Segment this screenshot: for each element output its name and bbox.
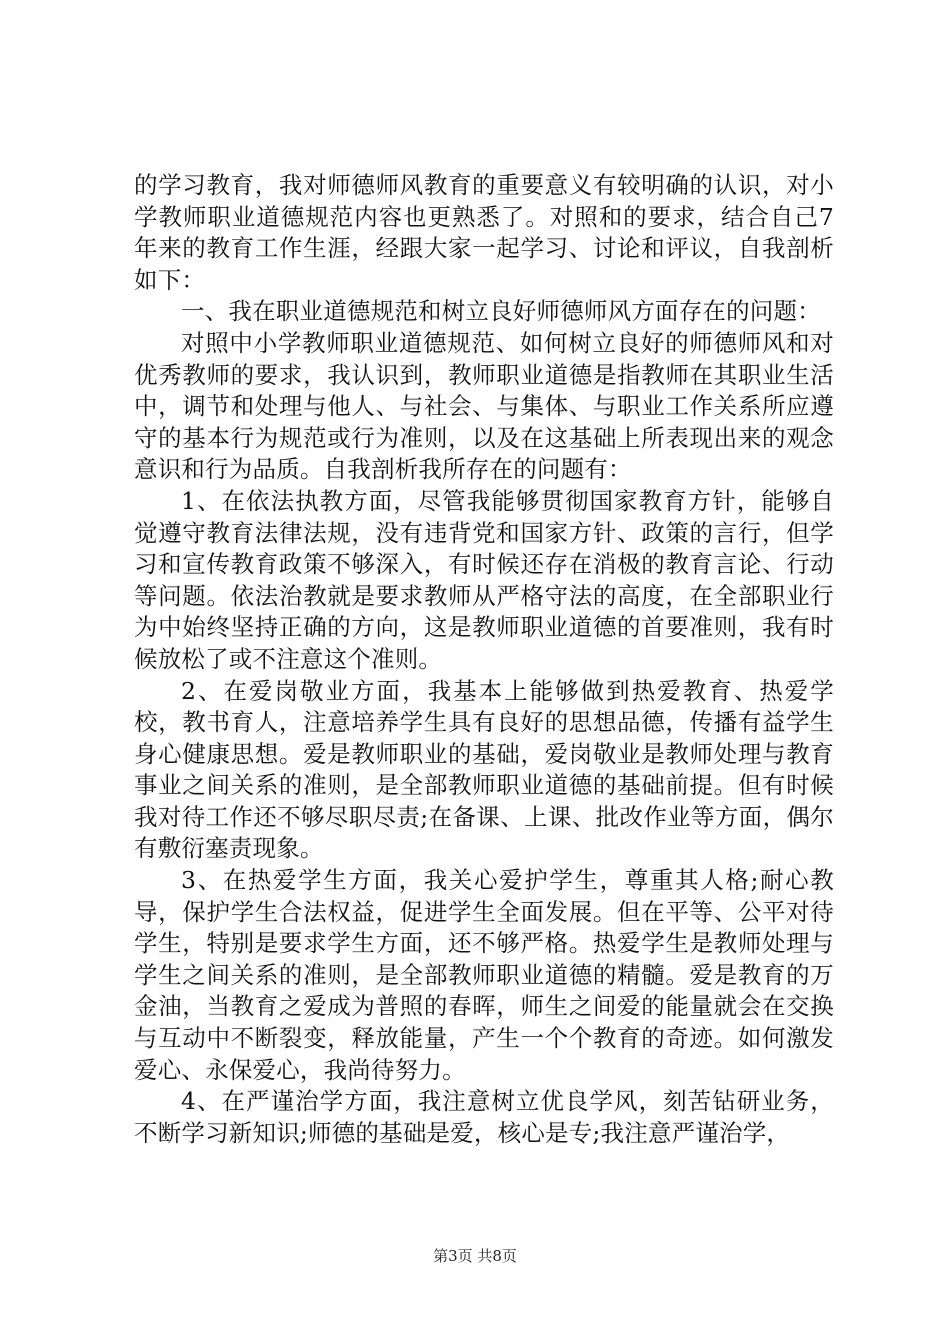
paragraph-4: 1、在依法执教方面，尽管我能够贯彻国家教育方针，能够自觉遵守教育法律法规，没有违背党和国家方针、政策的言行，但学习和宣传教育政策不够深入，有时候还存在消极的教育言论、行动等问题。依法治教就是要求教师从严格守法的高度，在全部职业行为中始终坚持正确的方向，这是教师职业道德的首要准则，我有时候放松了或不注意这个准则。 <box>134 486 834 673</box>
page-footer: 第3页 共8页 <box>433 1247 517 1265</box>
paragraph-5: 2、在爱岗敬业方面，我基本上能够做到热爱教育、热爱学校，教书育人，注意培养学生具有良好的思想品德，传播有益学生身心健康思想。爱是教师职业的基础，爱岗敬业是教师处理与教育事业之间关系的准则，是全部教师职业道德的基础前提。但有时候我对待工作还不够尽职尽责;在备课、上课、批改作业等方面，偶尔有敷衍塞责现象。 <box>134 676 834 863</box>
paragraph-3: 对照中小学教师职业道德规范、如何树立良好的师德师风和对优秀教师的要求，我认识到，教师职业道德是指教师在其职业生活中，调节和处理与他人、与社会、与集体、与职业工作关系所应遵守的基本行为规范或行为准则，以及在这基础上所表现出来的观念意识和行为品质。自我剖析我所存在的问题有： <box>134 328 834 484</box>
paragraph-2-heading: 一、我在职业道德规范和树立良好师德师风方面存在的问题： <box>181 297 821 326</box>
paragraph-1: 的学习教育，我对师德师风教育的重要意义有较明确的认识，对小学教师职业道德规范内容也更熟悉了。对照和的要求，结合自己7年来的教育工作生涯，经跟大家一起学习、讨论和评议，自我剖析如下： <box>134 171 834 294</box>
paragraph-7: 4、在严谨治学方面，我注意树立优良学风，刻苦钻研业务，不断学习新知识;师德的基础是爱，核心是专;我注意严谨治学， <box>134 1087 834 1147</box>
paragraph-6: 3、在热爱学生方面，我关心爱护学生，尊重其人格;耐心教导，保护学生合法权益，促进学生全面发展。但在平等、公平对待学生，特别是要求学生方面，还不够严格。热爱学生是教师处理与学生之间关系的准则，是全部教师职业道德的精髓。爱是教育的万金油，当教育之爱成为普照的春晖，师生之间爱的能量就会在交换与互动中不断裂变，释放能量，产生一个个教育的奇迹。如何激发爱心、永保爱心，我尚待努力。 <box>134 866 834 1084</box>
document-body <box>134 170 834 1149</box>
